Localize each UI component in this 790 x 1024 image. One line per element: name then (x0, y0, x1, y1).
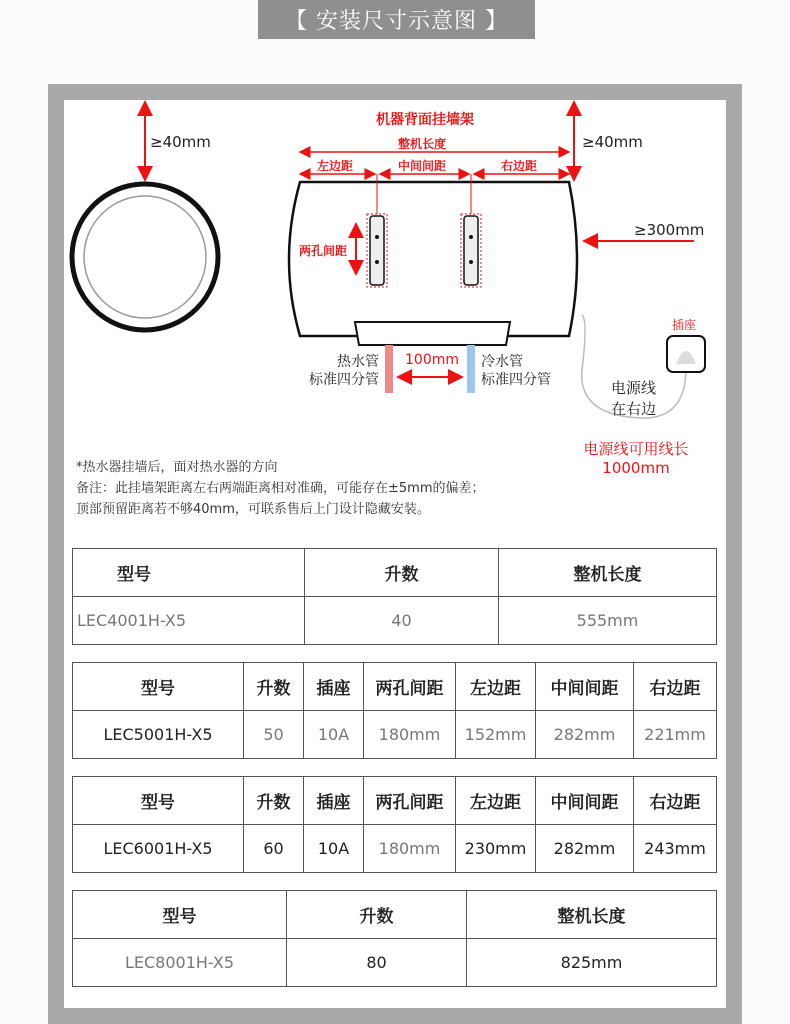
side-view-circle (72, 184, 218, 330)
notes: *热水器挂墙后，面对热水器的方向 备注：此挂墙架距离左右两端距离相对准确，可能存在±5mm的偏差； 顶部预留距离若不够40mm，可联系售后上门设计隐藏安装。 (76, 460, 485, 517)
spec-table-50l: 型号 升数 插座 两孔间距 左边距 中间间距 右边距 LEC5001H-X5 50 10A 180mm 152mm 282mm 221mm (72, 662, 717, 759)
spec-table-80l: 型号 升数 整机长度 LEC8001H-X5 80 825mm (72, 890, 717, 987)
power-cord-label: 电源线 在右边 (611, 379, 657, 418)
cold-water-pipe (467, 345, 475, 393)
bracket-title: 机器背面挂墙架 (376, 112, 474, 128)
wall-bracket-right (461, 214, 481, 287)
water-heater-body (289, 182, 577, 336)
spec-table-60l: 型号 升数 插座 两孔间距 左边距 中间间距 右边距 LEC6001H-X5 60 10A 180mm 230mm 282mm 243mm (72, 776, 717, 873)
top-clearance-right-label: ≥40mm (582, 133, 643, 151)
side-clearance-label: ≥300mm (634, 221, 705, 239)
top-clearance-left-label: ≥40mm (150, 133, 211, 151)
hot-pipe-label: 热水管 标准四分管 (309, 354, 379, 388)
total-length-label: 整机长度 (398, 137, 447, 151)
cord-length-label: 电源线可用线长 1000mm (583, 440, 689, 477)
spec-table-40l: 型号 升数 整机长度 LEC4001H-X5 40 555mm (72, 548, 717, 645)
socket-label: 插座 (672, 318, 697, 332)
hot-water-pipe (385, 345, 393, 393)
pipe-spacing-label: 100mm (405, 352, 459, 368)
hole-spacing-label: 两孔间距 (299, 244, 348, 258)
left-margin-label: 左边距 (317, 159, 354, 173)
section-title: 【 安装尺寸示意图 】 (258, 0, 535, 39)
wall-bracket-left (367, 214, 387, 287)
heater-base (355, 322, 510, 345)
cold-pipe-label: 冷水管 标准四分管 (481, 354, 551, 388)
middle-spacing-label: 中间间距 (398, 159, 447, 173)
right-margin-label: 右边距 (501, 159, 538, 173)
